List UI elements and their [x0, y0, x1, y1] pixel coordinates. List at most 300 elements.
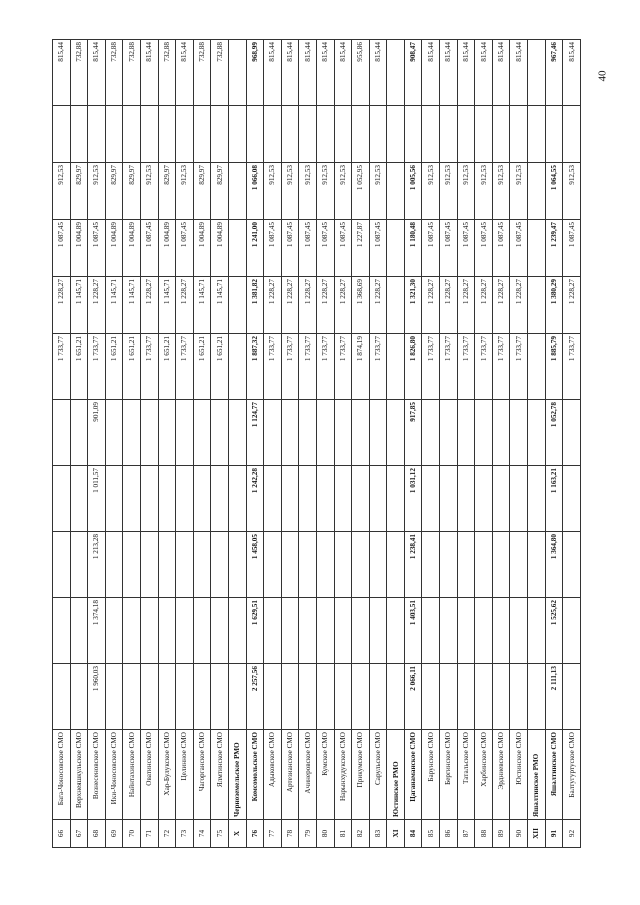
value-cell: 1 228,27	[369, 277, 387, 334]
value-cell	[563, 106, 581, 163]
value-cell	[352, 106, 370, 163]
value-cell	[123, 598, 141, 664]
value-cell	[70, 400, 88, 466]
row-number-cell: 76	[246, 820, 264, 848]
value-cell	[193, 664, 211, 730]
value-cell	[475, 106, 493, 163]
value-cell: 1 228,27	[440, 277, 458, 334]
row-number-cell: 92	[563, 820, 581, 848]
value-cell: 1 733,77	[475, 334, 493, 400]
row-number-cell: 80	[316, 820, 334, 848]
value-cell: 1 651,21	[105, 334, 123, 400]
value-cell: 1 228,27	[563, 277, 581, 334]
value-cell	[492, 532, 510, 598]
value-cell	[228, 664, 246, 730]
row-number-cell: 87	[457, 820, 475, 848]
value-cell: 1 733,77	[53, 334, 71, 400]
value-cell: 1 228,27	[88, 277, 106, 334]
last-value-cell: 815,44	[140, 40, 158, 106]
value-cell	[457, 598, 475, 664]
value-cell: 1 629,51	[246, 598, 264, 664]
value-cell	[528, 532, 546, 598]
value-cell	[422, 532, 440, 598]
value-cell	[53, 532, 71, 598]
value-cell	[387, 163, 405, 220]
value-cell: 829,97	[105, 163, 123, 220]
value-cell	[123, 400, 141, 466]
last-value-cell: 815,44	[316, 40, 334, 106]
value-cell	[316, 532, 334, 598]
value-cell	[140, 106, 158, 163]
last-value-cell: 732,88	[158, 40, 176, 106]
value-cell: 1 733,77	[264, 334, 282, 400]
value-cell: 912,53	[492, 163, 510, 220]
value-cell: 1 052,78	[545, 400, 563, 466]
value-cell: 1 239,47	[545, 220, 563, 277]
value-cell: 1 005,56	[404, 163, 422, 220]
value-cell: 1 874,19	[352, 334, 370, 400]
row-number-cell: 90	[510, 820, 528, 848]
value-cell	[352, 532, 370, 598]
value-cell: 1 885,79	[545, 334, 563, 400]
value-cell	[475, 400, 493, 466]
municipality-name-cell: Кумское СМО	[316, 730, 334, 820]
value-cell	[211, 466, 229, 532]
value-cell: 1 374,18	[88, 598, 106, 664]
rotated-table-container	[52, 40, 576, 848]
value-cell	[193, 106, 211, 163]
value-cell: 1 145,71	[193, 277, 211, 334]
value-cell	[281, 106, 299, 163]
value-cell: 1 403,51	[404, 598, 422, 664]
value-cell: 1 145,71	[70, 277, 88, 334]
row-number-cell: 68	[88, 820, 106, 848]
value-cell: 1 733,77	[316, 334, 334, 400]
value-cell: 1 826,80	[404, 334, 422, 400]
value-cell	[193, 466, 211, 532]
value-cell: 1 228,27	[140, 277, 158, 334]
value-cell	[176, 664, 194, 730]
value-cell	[193, 598, 211, 664]
value-cell	[123, 106, 141, 163]
value-cell	[264, 664, 282, 730]
row-number-cell: 75	[211, 820, 229, 848]
value-cell	[299, 532, 317, 598]
value-cell	[422, 466, 440, 532]
value-cell	[440, 598, 458, 664]
value-cell: 912,53	[53, 163, 71, 220]
value-cell	[158, 106, 176, 163]
value-cell	[176, 466, 194, 532]
row-number-cell: 85	[422, 820, 440, 848]
value-cell: 1 228,27	[264, 277, 282, 334]
value-cell	[158, 664, 176, 730]
value-cell	[246, 106, 264, 163]
value-cell	[457, 106, 475, 163]
value-cell	[140, 466, 158, 532]
value-cell	[510, 466, 528, 532]
value-cell: 1 733,77	[440, 334, 458, 400]
value-cell	[53, 400, 71, 466]
value-cell	[422, 664, 440, 730]
row-number-cell: 84	[404, 820, 422, 848]
value-cell	[281, 664, 299, 730]
value-cell: 1 733,77	[88, 334, 106, 400]
value-cell	[457, 664, 475, 730]
value-cell: 1 651,21	[158, 334, 176, 400]
value-cell	[510, 664, 528, 730]
table-rotator	[52, 40, 576, 848]
value-cell	[105, 532, 123, 598]
row-number-cell: XI	[387, 820, 405, 848]
municipality-name-cell: Вознесеновское СМО	[88, 730, 106, 820]
municipality-name-cell: Черноземельское РМО	[228, 730, 246, 820]
last-value-cell: 732,88	[70, 40, 88, 106]
last-value-cell: 815,44	[510, 40, 528, 106]
value-cell	[528, 466, 546, 532]
value-cell: 1 228,27	[334, 277, 352, 334]
value-cell	[193, 532, 211, 598]
value-cell: 1 651,21	[211, 334, 229, 400]
value-cell: 1 180,48	[404, 220, 422, 277]
value-cell	[70, 664, 88, 730]
value-cell: 1 087,45	[88, 220, 106, 277]
value-cell	[369, 532, 387, 598]
last-value-cell: 815,44	[299, 40, 317, 106]
value-cell: 1 733,77	[492, 334, 510, 400]
value-cell	[492, 400, 510, 466]
value-cell	[70, 466, 88, 532]
table-row	[281, 40, 299, 848]
value-cell	[475, 598, 493, 664]
value-cell	[264, 598, 282, 664]
value-cell: 912,53	[563, 163, 581, 220]
value-cell: 2 257,56	[246, 664, 264, 730]
value-cell	[369, 466, 387, 532]
value-cell	[211, 400, 229, 466]
value-cell	[264, 532, 282, 598]
last-value-cell: 732,88	[211, 40, 229, 106]
value-cell: 1 213,28	[88, 532, 106, 598]
value-cell	[140, 664, 158, 730]
value-cell: 1 004,89	[193, 220, 211, 277]
value-cell: 1 733,77	[422, 334, 440, 400]
municipality-name-cell: Бергинское СМО	[440, 730, 458, 820]
last-value-cell: 815,44	[475, 40, 493, 106]
last-value-cell: 815,44	[281, 40, 299, 106]
value-cell	[563, 466, 581, 532]
municipality-name-cell: Яшалтинское РМО	[528, 730, 546, 820]
municipality-name-cell: Юстинское РМО	[387, 730, 405, 820]
value-cell	[158, 466, 176, 532]
value-cell	[281, 400, 299, 466]
value-cell	[387, 277, 405, 334]
municipality-name-cell: Бага-Чоносовское СМО	[53, 730, 71, 820]
value-cell	[176, 106, 194, 163]
last-value-cell: 967,46	[545, 40, 563, 106]
last-value-cell: 908,47	[404, 40, 422, 106]
value-cell	[369, 598, 387, 664]
municipality-name-cell: Ялмтинское СМО	[211, 730, 229, 820]
last-value-cell: 815,44	[369, 40, 387, 106]
value-cell	[440, 466, 458, 532]
value-cell: 1 733,77	[510, 334, 528, 400]
municipality-name-cell: Юстинское СМО	[510, 730, 528, 820]
row-number-cell: 73	[176, 820, 194, 848]
value-cell: 1 087,45	[510, 220, 528, 277]
value-cell	[228, 277, 246, 334]
value-cell	[387, 220, 405, 277]
value-cell	[228, 334, 246, 400]
value-cell	[563, 532, 581, 598]
value-cell	[140, 598, 158, 664]
value-cell	[316, 106, 334, 163]
value-cell	[457, 400, 475, 466]
value-cell	[404, 106, 422, 163]
value-cell	[528, 598, 546, 664]
municipality-name-cell: Нарынхудукское СМО	[334, 730, 352, 820]
municipality-name-cell: Чагорганское СМО	[193, 730, 211, 820]
row-number-cell: 67	[70, 820, 88, 848]
value-cell	[158, 400, 176, 466]
municipality-name-cell: Хар-Булукское СМО	[158, 730, 176, 820]
value-cell	[70, 598, 88, 664]
value-cell: 1 087,45	[422, 220, 440, 277]
value-cell	[105, 598, 123, 664]
value-cell: 1 733,77	[140, 334, 158, 400]
value-cell: 917,85	[404, 400, 422, 466]
value-cell	[123, 664, 141, 730]
value-cell	[70, 106, 88, 163]
value-cell: 1 004,89	[211, 220, 229, 277]
table-row	[105, 40, 123, 848]
table-row	[158, 40, 176, 848]
value-cell	[53, 664, 71, 730]
value-cell: 912,53	[264, 163, 282, 220]
value-cell: 1 087,45	[264, 220, 282, 277]
value-cell	[70, 532, 88, 598]
value-cell: 829,97	[70, 163, 88, 220]
value-cell: 1 458,05	[246, 532, 264, 598]
value-cell: 1 651,21	[70, 334, 88, 400]
value-cell: 912,53	[316, 163, 334, 220]
value-cell	[299, 400, 317, 466]
value-cell	[123, 532, 141, 598]
value-cell: 829,97	[193, 163, 211, 220]
value-cell	[387, 334, 405, 400]
table-row	[88, 40, 106, 848]
value-cell	[228, 532, 246, 598]
value-cell: 1 064,55	[545, 163, 563, 220]
value-cell: 1 242,28	[246, 466, 264, 532]
value-cell	[475, 664, 493, 730]
value-cell: 1 238,41	[404, 532, 422, 598]
value-cell: 912,53	[88, 163, 106, 220]
value-cell: 1 087,45	[140, 220, 158, 277]
municipality-name-cell: Адыковское СМО	[264, 730, 282, 820]
table-row	[264, 40, 282, 848]
value-cell: 912,53	[457, 163, 475, 220]
value-cell	[158, 532, 176, 598]
value-cell: 1 228,27	[316, 277, 334, 334]
value-cell	[88, 106, 106, 163]
value-cell: 1 087,45	[334, 220, 352, 277]
last-value-cell: 815,44	[422, 40, 440, 106]
value-cell	[510, 598, 528, 664]
value-cell	[228, 220, 246, 277]
row-number-cell: 91	[545, 820, 563, 848]
row-number-cell: 66	[53, 820, 71, 848]
value-cell: 1 733,77	[299, 334, 317, 400]
value-cell: 1 887,32	[246, 334, 264, 400]
value-cell: 912,53	[334, 163, 352, 220]
value-cell: 912,53	[369, 163, 387, 220]
value-cell	[422, 598, 440, 664]
value-cell	[563, 400, 581, 466]
value-cell	[545, 106, 563, 163]
value-cell	[334, 598, 352, 664]
value-cell	[369, 400, 387, 466]
value-cell: 1 145,71	[123, 277, 141, 334]
value-cell	[123, 466, 141, 532]
value-cell	[228, 400, 246, 466]
value-cell: 1 228,27	[281, 277, 299, 334]
value-cell: 1 733,77	[563, 334, 581, 400]
value-cell: 1 087,45	[299, 220, 317, 277]
last-value-cell: 815,44	[440, 40, 458, 106]
value-cell: 2 111,13	[545, 664, 563, 730]
value-cell: 1 228,27	[492, 277, 510, 334]
value-cell	[264, 400, 282, 466]
value-cell	[299, 466, 317, 532]
last-value-cell: 732,88	[105, 40, 123, 106]
value-cell: 1 525,62	[545, 598, 563, 664]
table-row	[404, 40, 422, 848]
value-cell: 1 087,45	[475, 220, 493, 277]
table-row	[510, 40, 528, 848]
last-value-cell: 815,44	[334, 40, 352, 106]
value-cell	[440, 664, 458, 730]
value-cell	[334, 664, 352, 730]
value-cell	[528, 106, 546, 163]
table-row	[352, 40, 370, 848]
value-cell	[211, 598, 229, 664]
table-row	[457, 40, 475, 848]
value-cell	[211, 664, 229, 730]
value-cell	[475, 466, 493, 532]
value-cell	[281, 532, 299, 598]
value-cell	[211, 532, 229, 598]
value-cell	[193, 400, 211, 466]
value-cell	[457, 532, 475, 598]
value-cell	[387, 106, 405, 163]
value-cell	[528, 400, 546, 466]
row-number-cell: 74	[193, 820, 211, 848]
table-row	[176, 40, 194, 848]
value-cell: 829,97	[158, 163, 176, 220]
value-cell: 1 960,03	[88, 664, 106, 730]
value-cell: 1 228,27	[299, 277, 317, 334]
value-cell	[264, 106, 282, 163]
value-cell: 1 031,12	[404, 466, 422, 532]
municipality-name-cell: Яшалтинское СМО	[545, 730, 563, 820]
value-cell	[440, 400, 458, 466]
value-cell: 1 004,89	[158, 220, 176, 277]
value-cell	[334, 532, 352, 598]
table-row	[246, 40, 264, 848]
table-row	[369, 40, 387, 848]
value-cell	[176, 532, 194, 598]
table-row	[422, 40, 440, 848]
value-cell: 1 087,45	[457, 220, 475, 277]
value-cell: 912,53	[510, 163, 528, 220]
value-cell	[387, 664, 405, 730]
section-row	[528, 40, 546, 848]
value-cell: 2 066,11	[404, 664, 422, 730]
value-cell	[492, 466, 510, 532]
value-cell: 912,53	[299, 163, 317, 220]
value-cell	[316, 400, 334, 466]
value-cell: 1 380,29	[545, 277, 563, 334]
row-number-cell: 89	[492, 820, 510, 848]
value-cell: 1 228,27	[457, 277, 475, 334]
value-cell	[387, 532, 405, 598]
value-cell	[563, 664, 581, 730]
value-cell	[422, 106, 440, 163]
value-cell: 912,53	[440, 163, 458, 220]
value-cell	[440, 532, 458, 598]
table-row	[475, 40, 493, 848]
value-cell: 1 228,27	[475, 277, 493, 334]
last-value-cell	[528, 40, 546, 106]
value-cell	[510, 532, 528, 598]
section-row	[228, 40, 246, 848]
row-number-cell: 81	[334, 820, 352, 848]
table-row	[123, 40, 141, 848]
value-cell: 1 227,87	[352, 220, 370, 277]
value-cell: 1 087,45	[492, 220, 510, 277]
value-cell: 1 228,27	[510, 277, 528, 334]
value-cell: 1 163,21	[545, 466, 563, 532]
value-cell	[334, 106, 352, 163]
value-cell: 1 145,71	[211, 277, 229, 334]
value-cell: 1 087,45	[369, 220, 387, 277]
value-cell: 1 145,71	[105, 277, 123, 334]
row-number-cell: 78	[281, 820, 299, 848]
value-cell	[281, 466, 299, 532]
row-number-cell: 71	[140, 820, 158, 848]
value-cell	[334, 400, 352, 466]
value-cell	[369, 106, 387, 163]
value-cell	[369, 664, 387, 730]
value-cell: 1 004,89	[123, 220, 141, 277]
value-cell: 1 381,82	[246, 277, 264, 334]
value-cell	[264, 466, 282, 532]
value-cell	[352, 400, 370, 466]
row-number-cell: XII	[528, 820, 546, 848]
municipality-name-cell: Комсомольское СМО	[246, 730, 264, 820]
last-value-cell: 815,44	[492, 40, 510, 106]
municipality-name-cell: Найнтахинское СМО	[123, 730, 141, 820]
value-cell: 1 733,77	[334, 334, 352, 400]
table-row	[492, 40, 510, 848]
municipality-name-cell: Оватинское СМО	[140, 730, 158, 820]
value-cell	[158, 598, 176, 664]
value-cell	[299, 106, 317, 163]
table-row	[316, 40, 334, 848]
municipality-name-cell: Харбинское СМО	[475, 730, 493, 820]
value-cell: 1 651,21	[123, 334, 141, 400]
